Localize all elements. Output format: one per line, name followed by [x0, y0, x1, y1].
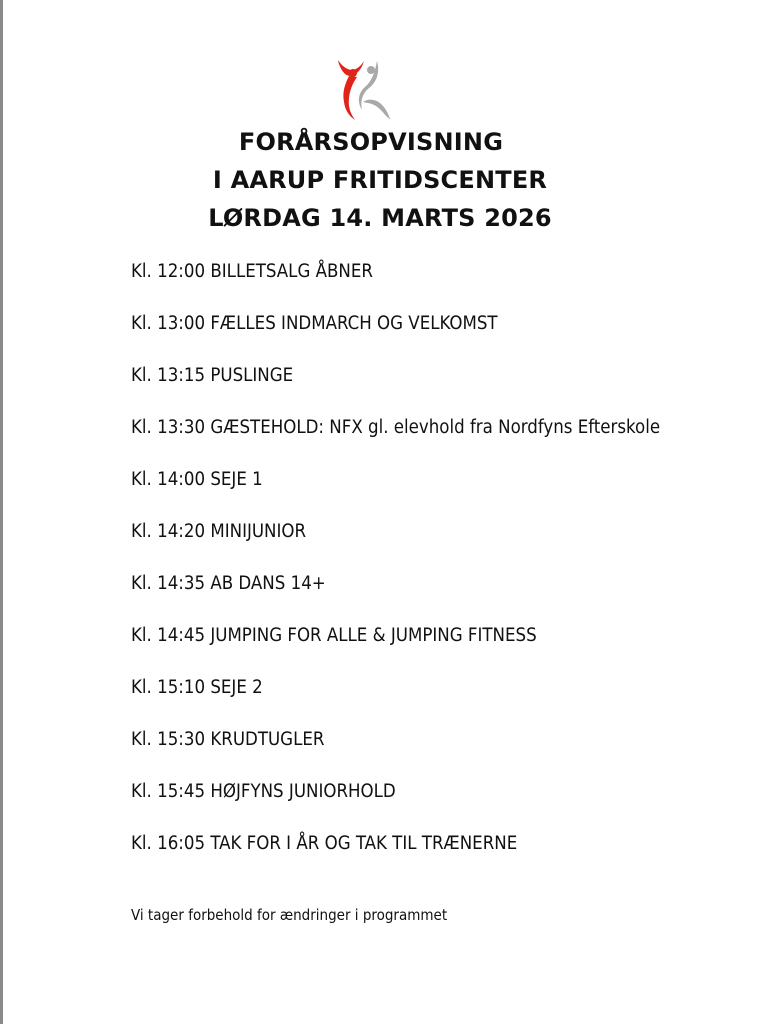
page-edge	[0, 0, 3, 1024]
schedule-item: Kl. 13:30 GÆSTEHOLD: NFX gl. elevhold fra Nordfyns Efterskole	[131, 417, 661, 438]
title-line-venue: I AARUP FRITIDSCENTER	[212, 166, 548, 194]
schedule-item: Kl. 15:10 SEJE 2	[131, 677, 263, 698]
schedule-item: Kl. 15:30 KRUDTUGLER	[131, 729, 325, 750]
schedule-item: Kl. 12:00 BILLETSALG ÅBNER	[131, 261, 373, 282]
schedule-item: Kl. 13:00 FÆLLES INDMARCH OG VELKOMST	[131, 313, 498, 334]
schedule-item: Kl. 14:00 SEJE 1	[131, 469, 263, 490]
title-line-event: FORÅRSOPVISNING	[238, 128, 504, 156]
schedule-item: Kl. 14:35 AB DANS 14+	[131, 573, 326, 594]
schedule-item: Kl. 15:45 HØJFYNS JUNIORHOLD	[131, 781, 396, 802]
schedule-item: Kl. 14:45 JUMPING FOR ALLE & JUMPING FITNESS	[131, 625, 537, 646]
schedule-item: Kl. 13:15 PUSLINGE	[131, 365, 294, 386]
gymnastics-figures-logo-icon	[333, 58, 397, 122]
program-schedule	[131, 258, 751, 882]
disclaimer-note: Vi tager forbehold for ændringer i programmet	[131, 906, 448, 924]
schedule-item: Kl. 14:20 MINIJUNIOR	[131, 521, 307, 542]
title-line-date: LØRDAG 14. MARTS 2026	[208, 204, 552, 232]
schedule-item: Kl. 16:05 TAK FOR I ÅR OG TAK TIL TRÆNERNE	[131, 833, 518, 854]
page-title	[160, 123, 600, 237]
